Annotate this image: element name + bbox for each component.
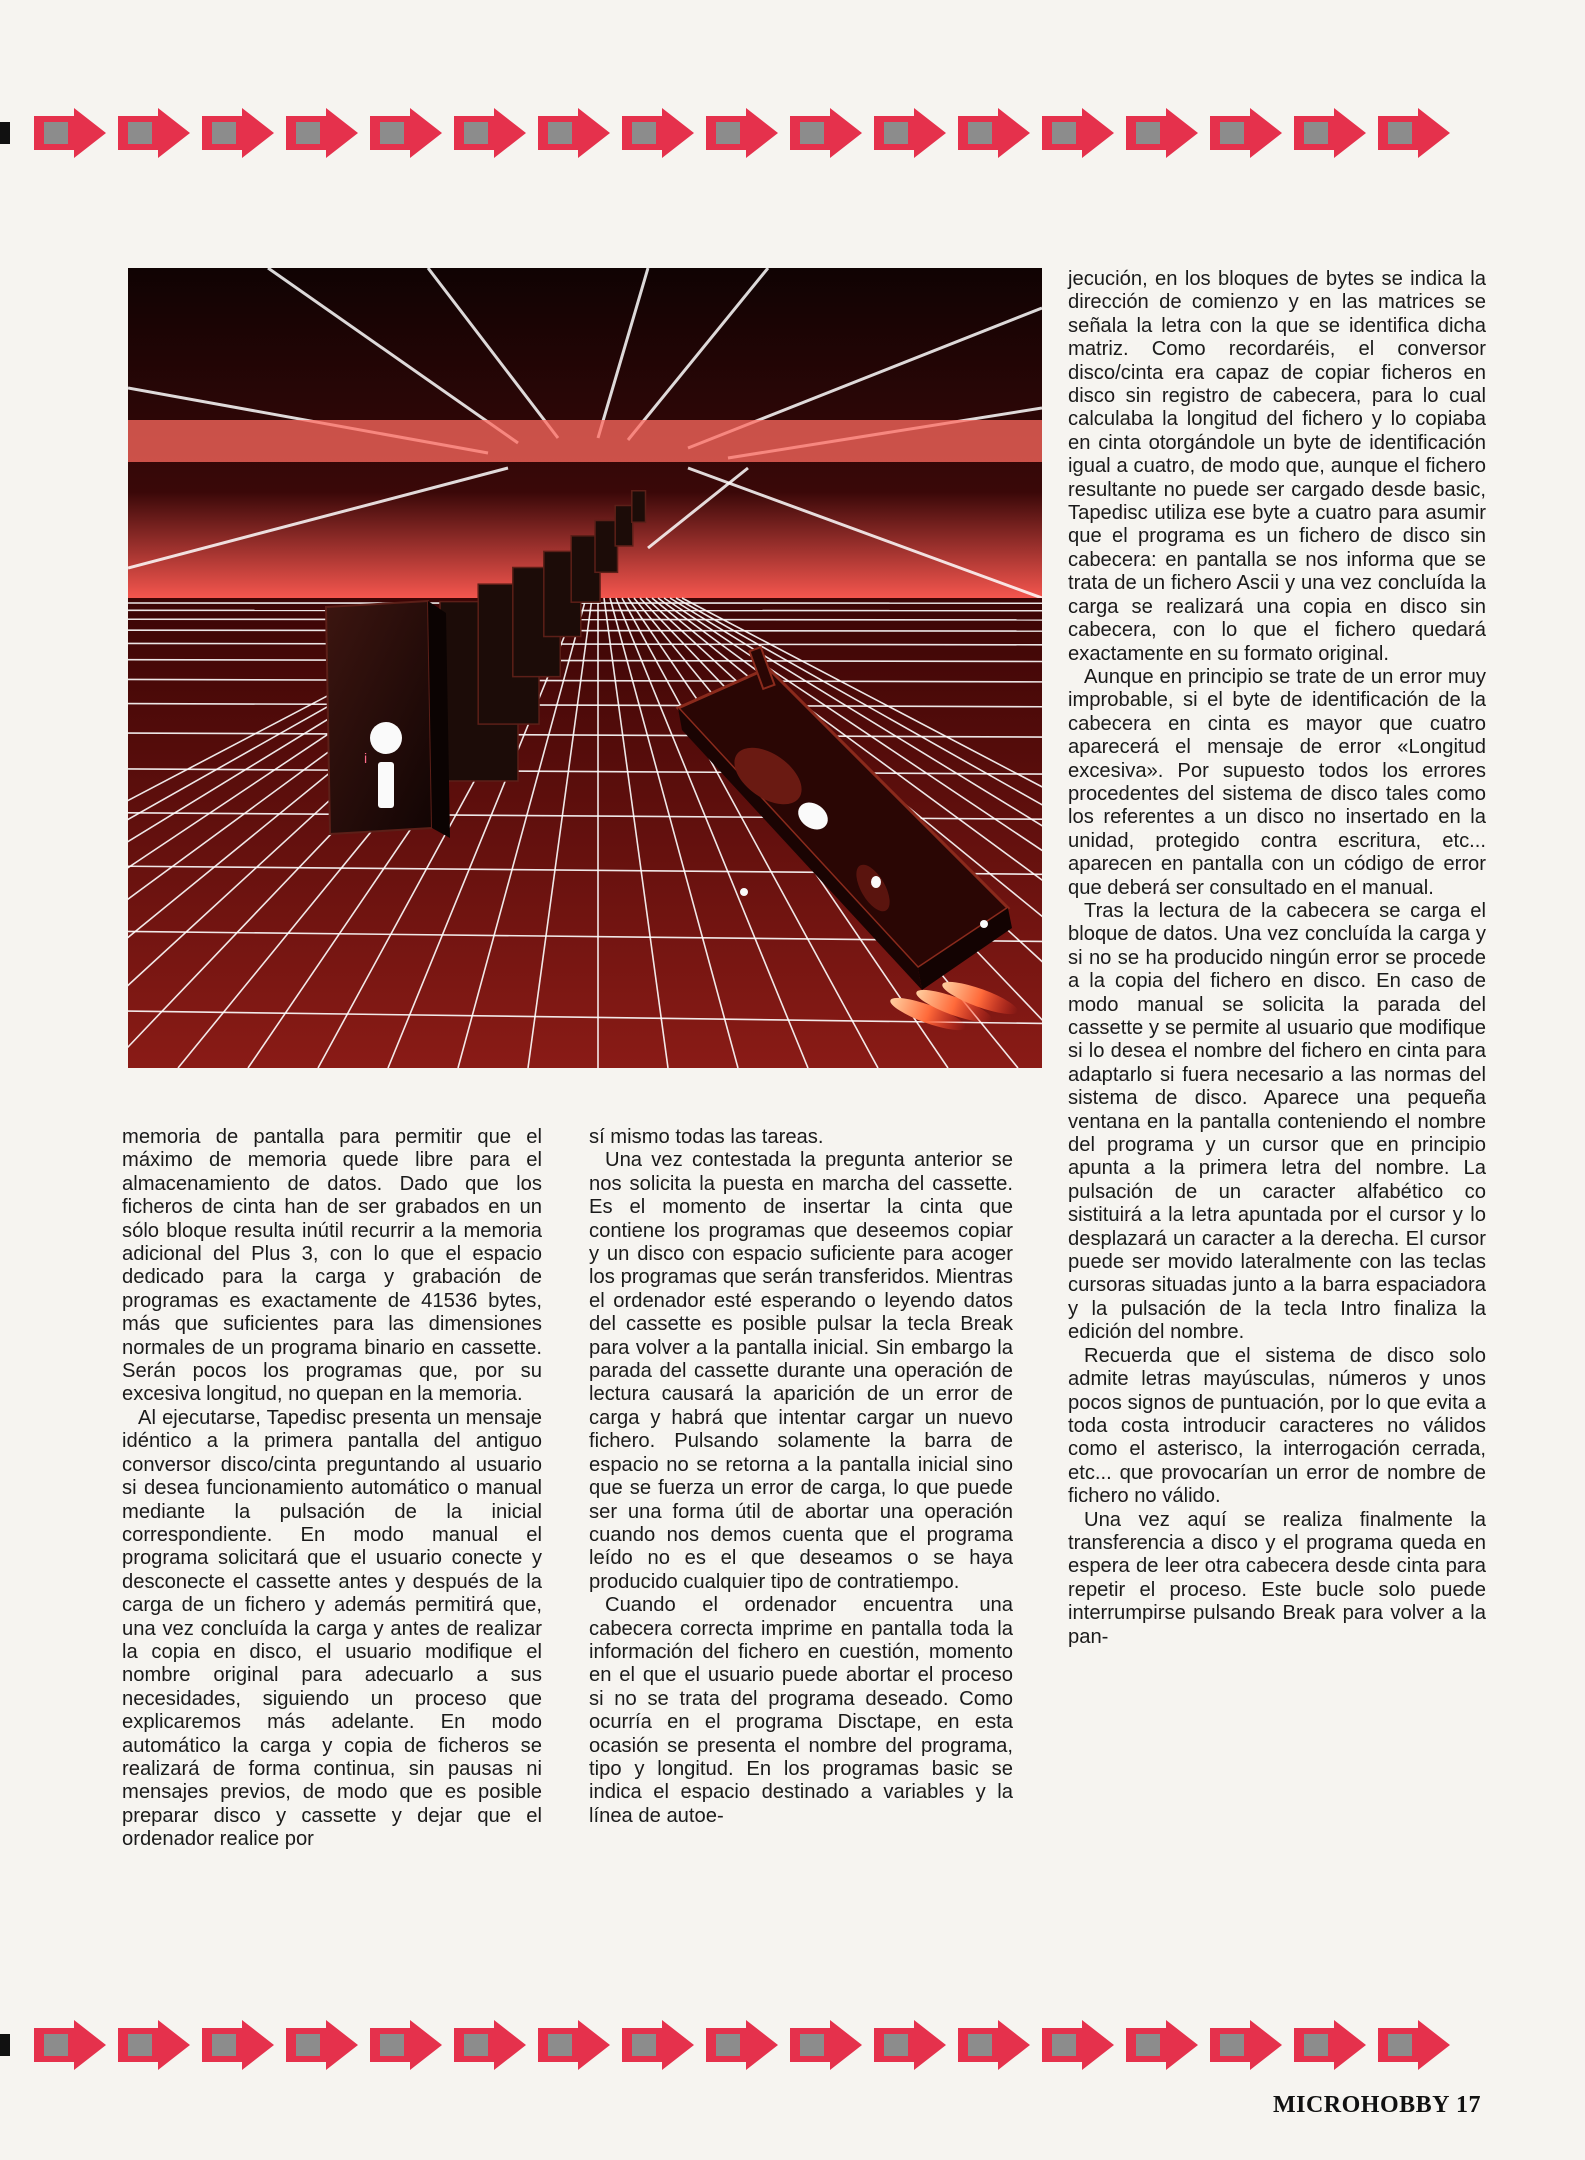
arrow-ornament	[118, 2020, 190, 2070]
front-floppy-disk	[326, 601, 450, 838]
arrow-ornament	[118, 108, 190, 158]
page-footer	[1273, 2092, 1481, 2119]
arrow-ornament	[1126, 2020, 1198, 2070]
arrow-ornament	[1210, 108, 1282, 158]
arrow-ornament	[1126, 108, 1198, 158]
arrow-ornament	[706, 108, 778, 158]
arrow-ornament	[622, 108, 694, 158]
arrow-ornament	[958, 2020, 1030, 2070]
paragraph: Una vez contestada la pregunta anterior se nos solicita la puesta en marcha del cassette. Es el momento de insertar la cinta que contiene los programas que deseemos copiar y un disco con espacio suficiente para acoger los programas que serán transferidos. Mientras el ordenador esté esperando o leyendo datos del cassette es posible pulsar la tecla Break para volver a la pantalla inicial. Sin embargo la parada del cassette durante una operación de lectura causará la aparición de un error de carga y habrá que intentar cargar un nuevo fichero. Pulsando solamente la barra de espacio no se retorna a la pantalla inicial sino que se fuerza un error de carga, lo que puede ser una forma útil de abortar una operación cuando nos demos cuenta que el programa leído no es el que deseamos o se haya producido cualquier tipo de contratiempo.	[589, 1149, 1013, 1593]
arrow-ornament	[706, 2020, 778, 2070]
arrow-ornament	[34, 108, 106, 158]
paragraph: Cuando el ordenador encuentra una cabecera correcta imprime en pantalla toda la información del fichero en cuestión, momento en el que el usuario puede abortar el proceso si no se trata del programa deseado. Como ocurría en el programa Disctape, en esta ocasión se presenta el nombre del programa, tipo y longitud. En los programas basic se indica el espacio destinado a variables y la línea de autoe-	[589, 1594, 1013, 1827]
paragraph: Una vez aquí se realiza finalmente la transferencia a disco y el programa queda en espera de leer otra cabecera desde cinta para repetir el proceso. Este bucle solo puede interrumpirse pulsando Break para volver a la pan-	[1068, 1508, 1486, 1648]
arrow-ornament	[1210, 2020, 1282, 2070]
article-column-2	[589, 1126, 1013, 1828]
arrow-ornament	[622, 2020, 694, 2070]
article-column-3	[1068, 268, 1486, 1649]
horizon-glow	[128, 420, 1042, 462]
paragraph: Tras la lectura de la cabecera se carga el bloque de datos. Una vez concluída la carga y si no se ha producido ningún error se procede a la copia del fichero en disco. En caso de modo manual se solicita la parada del cassette y se permite al usuario que modifique si lo desea el nombre del fichero en cinta para adaptarlo si fuera necesario a las normas del sistema de disco. Aparece una pequeña ventana en la pantalla conteniendo el nombre del programa y un cursor que en principio apunta a la primera letra del nombre. La pulsación de un caracter alfabético co sistituirá a la letra apuntada por el cursor y lo desplazará un caracter a la derecha. El cursor puede ser movido lateralmente con las teclas cursoras situadas junto a la barra espaciadora y la pulsación de la tecla Intro finaliza la edición del nombre.	[1068, 899, 1486, 1344]
arrow-ornament	[202, 2020, 274, 2070]
magazine-name: MICROHOBBY	[1272, 2092, 1450, 2118]
arrow-ornament	[1294, 2020, 1366, 2070]
top-arrow-border	[0, 108, 1585, 158]
illustration-disk-grid	[128, 268, 1042, 1068]
bottom-arrow-border	[0, 2020, 1585, 2070]
arrow-ornament	[1378, 2020, 1450, 2070]
arrow-ornament	[1378, 108, 1450, 158]
paragraph: sí mismo todas las tareas.	[589, 1126, 824, 1148]
arrow-ornament	[790, 2020, 862, 2070]
article-column-1	[122, 1126, 542, 1852]
arrow-ornament	[454, 108, 526, 158]
page-number: 17	[1456, 2092, 1481, 2118]
disk-label: i	[364, 750, 368, 766]
arrow-ornament	[538, 108, 610, 158]
arrow-ornament	[538, 2020, 610, 2070]
arrow-ornament	[202, 108, 274, 158]
arrow-ornament	[874, 2020, 946, 2070]
arrow-ornament	[1294, 108, 1366, 158]
paragraph: Aunque en principio se trate de un error muy improbable, si el byte de identificación de la cabecera en cinta es mayor que cuatro aparecerá el mensaje de error «Longitud excesiva». Por supuesto todos los errores procedentes del sistema de disco tales como los referentes a un disco no insertado en la unidad, protegido contra escritura, etc... aparecen en pantalla con un código de error que deberá ser consultado en el manual.	[1068, 665, 1486, 899]
arrow-ornament	[1042, 108, 1114, 158]
paragraph: jecución, en los bloques de bytes se indica la dirección de comienzo y en las matrices se señala la letra con la que se identifica dicha matriz. Como recordaréis, el conversor disco/cinta era capaz de copiar ficheros en disco sin registro de cabecera, para lo cual calculaba la longitud del fichero y lo copiaba en cinta otorgándole un byte de identificación igual a cuatro, de modo que, aunque el fichero resultante no puede ser cargado desde basic, Tapedisc utiliza ese byte a cuatro para asumir que el programa es un fichero de disco sin cabecera: en pantalla se nos informa que se trata de un fichero Ascii y una vez concluída la carga se realizará una copia en disco sin cabecera, con lo que el fichero quedará exactamente en su formato original.	[1068, 268, 1486, 665]
arrow-ornament	[790, 108, 862, 158]
arrow-ornament	[454, 2020, 526, 2070]
arrow-ornament	[286, 108, 358, 158]
arrow-ornament	[874, 108, 946, 158]
arrow-ornament	[1042, 2020, 1114, 2070]
arrow-ornament	[370, 108, 442, 158]
arrow-ornament	[34, 2020, 106, 2070]
paragraph: memoria de pantalla para permitir que el máximo de memoria quede libre para el almacenamiento de datos. Dado que los ficheros de cinta han de ser grabados en un sólo bloque resulta inútil recurrir a la memoria adicional del Plus 3, con lo que el espacio dedicado para la carga y grabación de programas es exactamente de 41536 bytes, más que suficientes para las dimensiones normales de un programa binario en cassette. Serán pocos los programas que, por su excesiva longitud, no quepan en la memoria.	[122, 1126, 542, 1406]
paragraph: Recuerda que el sistema de disco solo admite letras mayúsculas, números y unos pocos signos de puntuación, por lo que evita a toda costa introducir caracteres no válidos como el asterisco, la interrogación cerrada, etc... que provocarían un error de nombre de fichero no válido.	[1068, 1344, 1486, 1508]
arrow-ornament	[370, 2020, 442, 2070]
arrow-ornament	[958, 108, 1030, 158]
arrow-ornament	[286, 2020, 358, 2070]
paragraph: Al ejecutarse, Tapedisc presenta un mensaje idéntico a la primera pantalla del antiguo conversor disco/cinta preguntando al usuario si desea funcionamiento automático o manual mediante la pulsación de la inicial correspondiente. En modo manual el programa solicitará que el usuario conecte y desconecte el cassette antes y después de la carga de un fichero y además permitirá que, una vez concluída la carga y antes de realizar la copia en disco, el usuario modifique el nombre original para adecuarlo a sus necesidades, siguiendo un proceso que explicaremos más adelante. En modo automático la carga y copia de ficheros se realizará de forma continua, sin pausas ni mensajes previos, de modo que es posible preparar disco y cassette y dejar que el ordenador realice por	[122, 1406, 542, 1851]
